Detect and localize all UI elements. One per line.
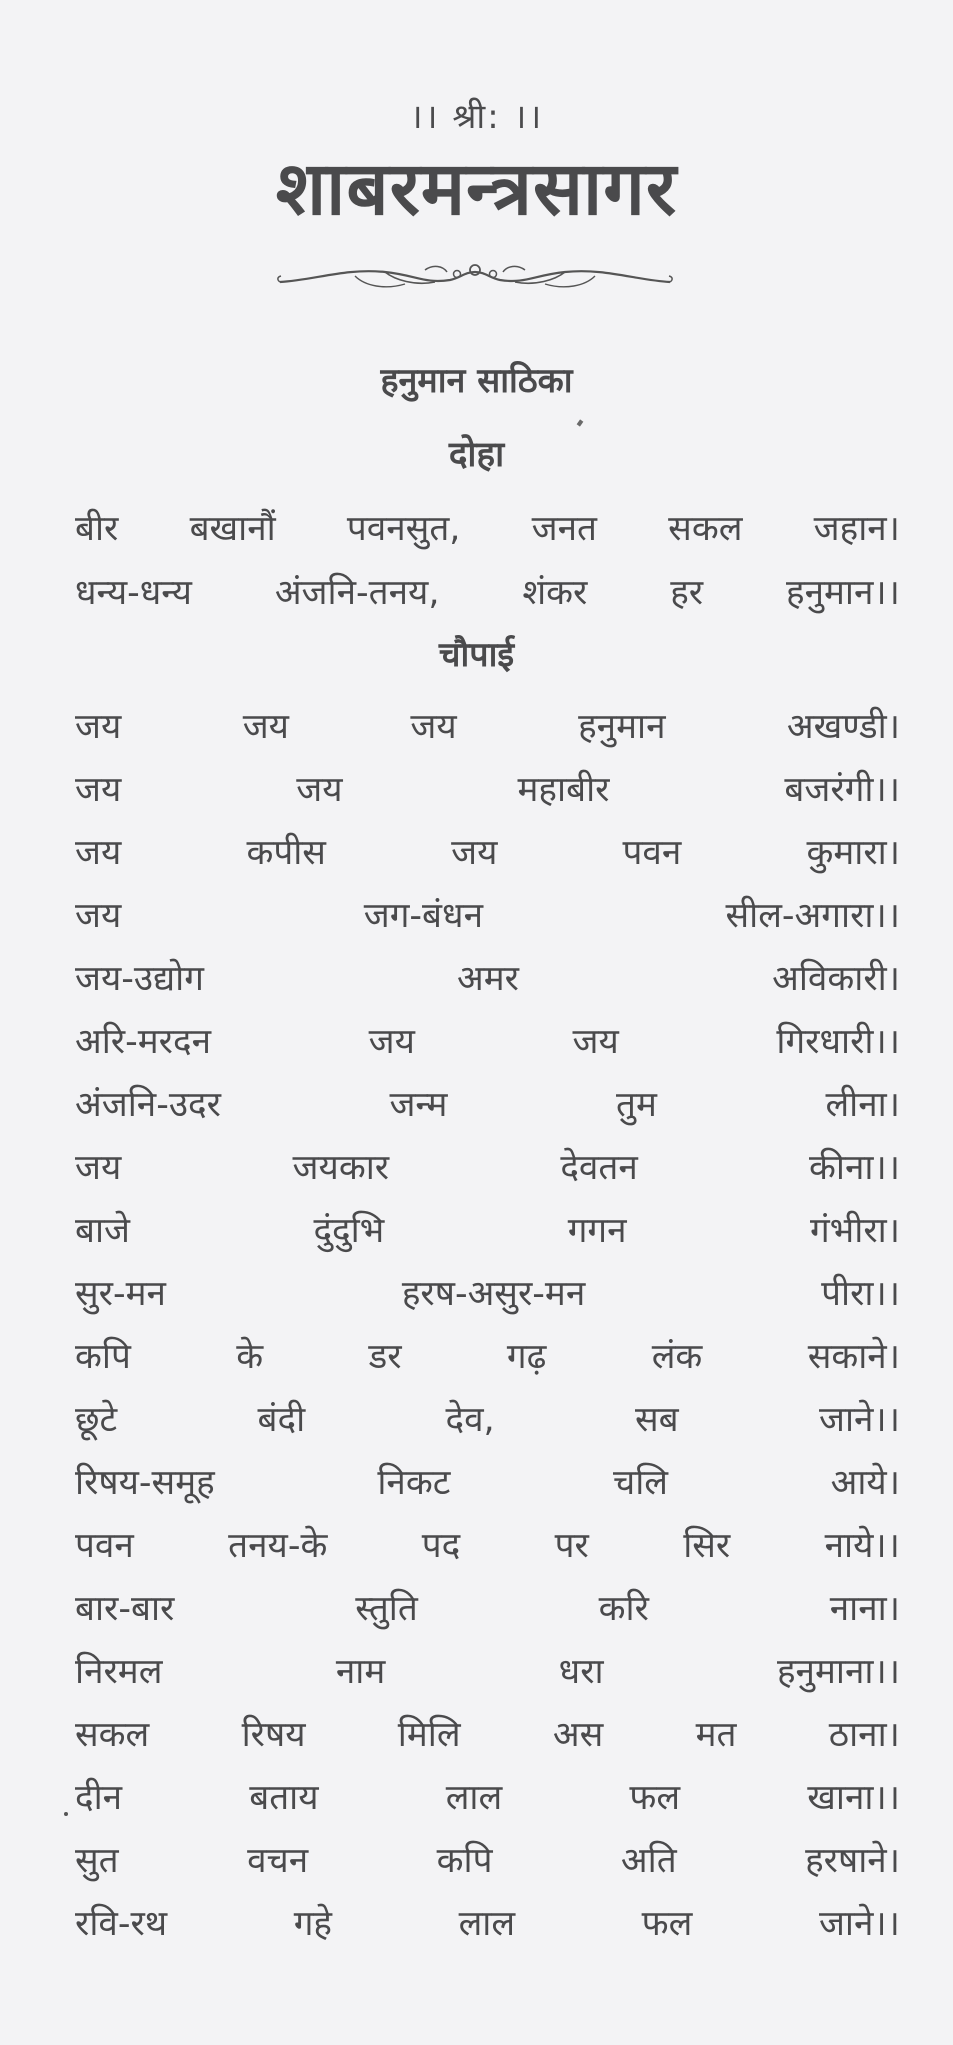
word: डर (368, 1337, 402, 1377)
word: दुंदुभि (313, 1211, 385, 1251)
word: लाल (458, 1904, 516, 1944)
stray-dot-mark (64, 1812, 68, 1816)
chaupai-line (75, 1841, 900, 1881)
word: नाना। (829, 1589, 900, 1629)
word: हनुमान (578, 707, 666, 747)
chaupai-line (75, 1274, 900, 1314)
word: देवतन (560, 1148, 638, 1188)
chaupai-line (75, 1211, 900, 1251)
word: बताय (249, 1778, 319, 1818)
chaupai-line (75, 1085, 900, 1125)
word: जय (368, 1022, 415, 1062)
word: जहान। (813, 509, 900, 549)
word: रिषय (241, 1715, 306, 1755)
word: मिलि (397, 1715, 461, 1755)
word: पद (421, 1526, 461, 1566)
word: लंक (651, 1337, 703, 1377)
chaupai-line (75, 1652, 900, 1692)
word: हनुमाना।। (776, 1652, 900, 1692)
doha-heading: दोहा (448, 435, 505, 475)
word: हनुमान।। (785, 573, 900, 613)
word: जय (451, 833, 498, 873)
word: जनत (531, 509, 597, 549)
chaupai-line (75, 1526, 900, 1566)
chaupai-line (75, 770, 900, 810)
word: गंभीरा। (809, 1211, 900, 1251)
word: सील-अगारा।। (725, 896, 900, 936)
word: हरषाने। (805, 1841, 900, 1881)
chaupai-line (75, 1589, 900, 1629)
word: सिर (683, 1526, 731, 1566)
word: बंदी (257, 1400, 306, 1440)
word: अरि-मरदन (75, 1022, 212, 1062)
word: लीना। (825, 1085, 900, 1125)
shri-invocation: ।। श्री: ।। (409, 97, 544, 137)
word: गहे (293, 1904, 333, 1944)
word: निकट (377, 1463, 451, 1503)
word: स्तुति (355, 1589, 418, 1629)
word: खाना।। (807, 1778, 900, 1818)
chaupai-line (75, 833, 900, 873)
word: कपि (75, 1337, 131, 1377)
chaupai-line (75, 1463, 900, 1503)
word: जन्म (389, 1085, 448, 1125)
word: सकल (75, 1715, 150, 1755)
word: जय (75, 770, 122, 810)
word: अंजनि-तनय, (274, 573, 440, 613)
word: जय (75, 1148, 122, 1188)
word: कुमारा। (806, 833, 900, 873)
word: अति (620, 1841, 677, 1881)
section-title: हनुमान साठिका (380, 361, 573, 401)
word: सुत (75, 1841, 119, 1881)
word: कपि (436, 1841, 493, 1881)
word: हरष-असुर-मन (401, 1274, 586, 1314)
word: आये। (830, 1463, 900, 1503)
word: अस (552, 1715, 604, 1755)
word: तनय-के (228, 1526, 328, 1566)
book-title: शाबरमन्त्रसागर (275, 146, 678, 232)
word: करि (598, 1589, 649, 1629)
word: पर (554, 1526, 589, 1566)
doha-line (75, 509, 900, 549)
word: चलि (612, 1463, 669, 1503)
word: जय (296, 770, 343, 810)
word: धन्य-धन्य (75, 573, 192, 613)
word: लाल (445, 1778, 503, 1818)
word: जग-बंधन (363, 896, 483, 936)
chaupai-line (75, 959, 900, 999)
chaupai-line (75, 1778, 900, 1818)
word: कपीस (246, 833, 326, 873)
chaupai-line (75, 1148, 900, 1188)
word: सकल (668, 509, 743, 549)
word: सब (634, 1400, 679, 1440)
doha-line (75, 573, 900, 613)
word: पवन (622, 833, 682, 873)
word: जयकार (292, 1148, 390, 1188)
chaupai-line (75, 707, 900, 747)
chaupai-line (75, 1904, 900, 1944)
word: बखानौं (189, 509, 276, 549)
word: जाने।। (818, 1904, 900, 1944)
word: पवनसुत, (346, 509, 461, 549)
word: महाबीर (517, 770, 610, 810)
word: जय (410, 707, 457, 747)
word: गढ़ (506, 1337, 547, 1377)
word: कीना।। (809, 1148, 900, 1188)
word: फल (641, 1904, 693, 1944)
word: अंजनि-उदर (75, 1085, 221, 1125)
word: अविकारी। (772, 959, 900, 999)
word: गिरधारी।। (776, 1022, 900, 1062)
word: बार-बार (75, 1589, 175, 1629)
word: छूटे (75, 1400, 118, 1440)
word: गगन (567, 1211, 627, 1251)
word: शंकर (522, 573, 588, 613)
word: अखण्डी। (786, 707, 900, 747)
word: सकाने। (807, 1337, 900, 1377)
word: नाम (335, 1652, 386, 1692)
word: रवि-रथ (75, 1904, 168, 1944)
word: जय (75, 833, 122, 873)
chaupai-line (75, 1400, 900, 1440)
word: अमर (457, 959, 520, 999)
word: जय (572, 1022, 619, 1062)
word: बाजे (75, 1211, 131, 1251)
word: हर (670, 573, 704, 613)
word: पवन (75, 1526, 134, 1566)
word: देव, (445, 1400, 495, 1440)
word: फल (629, 1778, 681, 1818)
word: जय (75, 896, 122, 936)
word: के (236, 1337, 264, 1377)
chaupai-line (75, 1022, 900, 1062)
word: जय (75, 707, 122, 747)
word: बीर (75, 509, 119, 549)
word: रिषय-समूह (75, 1463, 215, 1503)
chaupai-line (75, 1715, 900, 1755)
chaupai-line (75, 896, 900, 936)
word: बजरंगी।। (784, 770, 900, 810)
word: पीरा।। (821, 1274, 900, 1314)
stray-ink-mark (577, 419, 584, 426)
word: मत (695, 1715, 737, 1755)
word: ठाना। (828, 1715, 900, 1755)
floral-divider-icon (275, 258, 675, 298)
word: सुर-मन (75, 1274, 166, 1314)
word: तुम (616, 1085, 657, 1125)
word: निरमल (75, 1652, 163, 1692)
word: जाने।। (818, 1400, 900, 1440)
chaupai-line (75, 1337, 900, 1377)
word: नाये।। (824, 1526, 900, 1566)
word: जय-उद्योग (75, 959, 204, 999)
word: जय (242, 707, 289, 747)
word: धरा (558, 1652, 604, 1692)
word: दीन (75, 1778, 123, 1818)
word: वचन (247, 1841, 309, 1881)
chaupai-heading: चौपाई (438, 635, 515, 675)
